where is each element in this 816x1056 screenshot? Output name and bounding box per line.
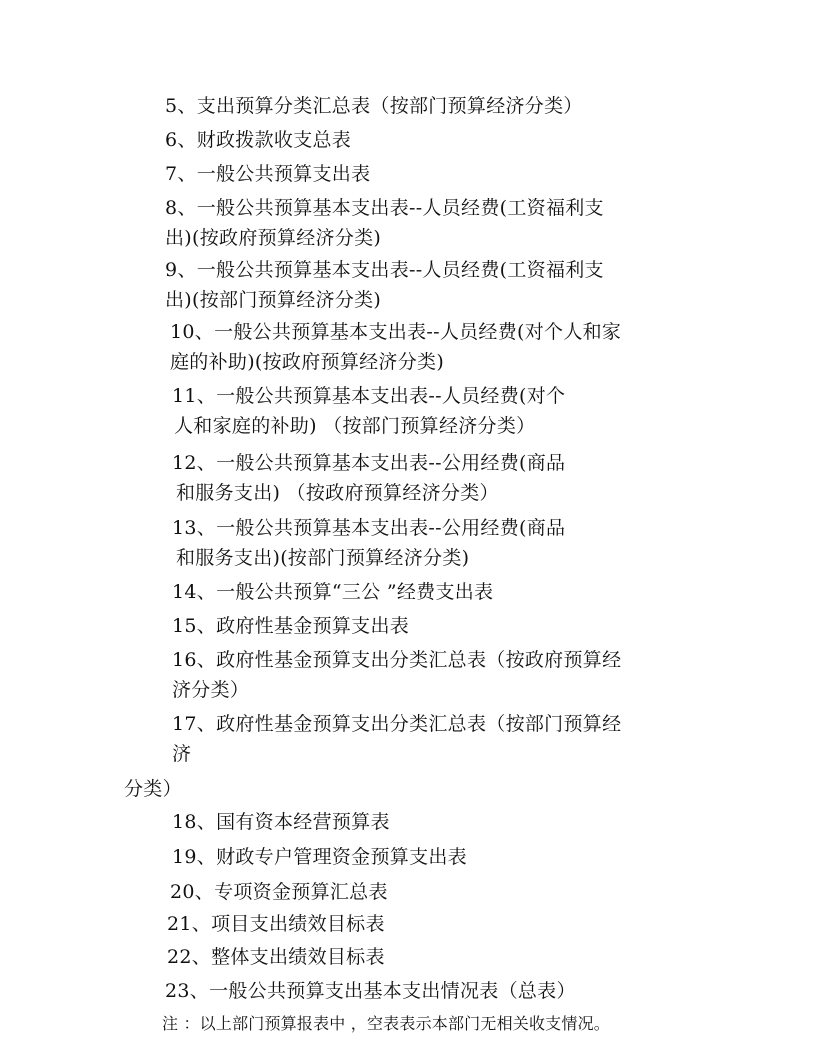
list-item-5: 5、支出预算分类汇总表（按部门预算经济分类） xyxy=(165,95,583,117)
list-item-16: 16、政府性基金预算支出分类汇总表（按政府预算经 xyxy=(172,649,622,671)
list-item-11-cont: 人和家庭的补助) （按部门预算经济分类） xyxy=(174,415,536,437)
list-item-13: 13、一般公共预算基本支出表--公用经费(商品 xyxy=(172,517,566,539)
list-item-17-cont: 济 xyxy=(172,743,192,765)
footnote: 注 ：以上部门预算报表中 ，空表表示本部门无相关收支情况。 xyxy=(162,1014,610,1033)
list-item-8-cont: 出)(按政府预算经济分类) xyxy=(165,227,382,249)
list-item-19: 19、财政专户管理资金预算支出表 xyxy=(172,846,467,868)
list-item-17-cont-2: 分类） xyxy=(124,778,182,800)
list-item-12: 12、一般公共预算基本支出表--公用经费(商品 xyxy=(172,452,566,474)
list-item-9-cont: 出)(按部门预算经济分类) xyxy=(165,289,382,311)
list-item-10-cont: 庭的补助)(按政府预算经济分类) xyxy=(170,351,445,373)
list-item-7: 7、一般公共预算支出表 xyxy=(165,163,371,185)
list-item-10: 10、一般公共预算基本支出表--人员经费(对个人和家 xyxy=(170,321,622,343)
list-item-12-cont: 和服务支出) （按政府预算经济分类） xyxy=(176,482,499,504)
list-item-17: 17、政府性基金预算支出分类汇总表（按部门预算经 xyxy=(172,713,622,735)
list-item-21: 21、项目支出绩效目标表 xyxy=(167,913,385,935)
list-item-23: 23、一般公共预算支出基本支出情况表（总表） xyxy=(165,980,576,1002)
list-item-9: 9、一般公共预算基本支出表--人员经费(工资福利支 xyxy=(165,259,604,281)
list-item-13-cont: 和服务支出)(按部门预算经济分类) xyxy=(176,547,470,569)
list-item-20: 20、专项资金预算汇总表 xyxy=(170,881,388,903)
list-item-6: 6、财政拨款收支总表 xyxy=(165,129,352,151)
list-item-8: 8、一般公共预算基本支出表--人员经费(工资福利支 xyxy=(165,197,604,219)
list-item-15: 15、政府性基金预算支出表 xyxy=(172,615,410,637)
list-item-18: 18、国有资本经营预算表 xyxy=(172,811,390,833)
list-item-22: 22、整体支出绩效目标表 xyxy=(167,946,385,968)
list-item-16-cont: 济分类） xyxy=(172,679,250,701)
list-item-11: 11、一般公共预算基本支出表--人员经费(对个 xyxy=(172,385,566,407)
list-item-14: 14、一般公共预算“三公 ”经费支出表 xyxy=(172,581,494,603)
